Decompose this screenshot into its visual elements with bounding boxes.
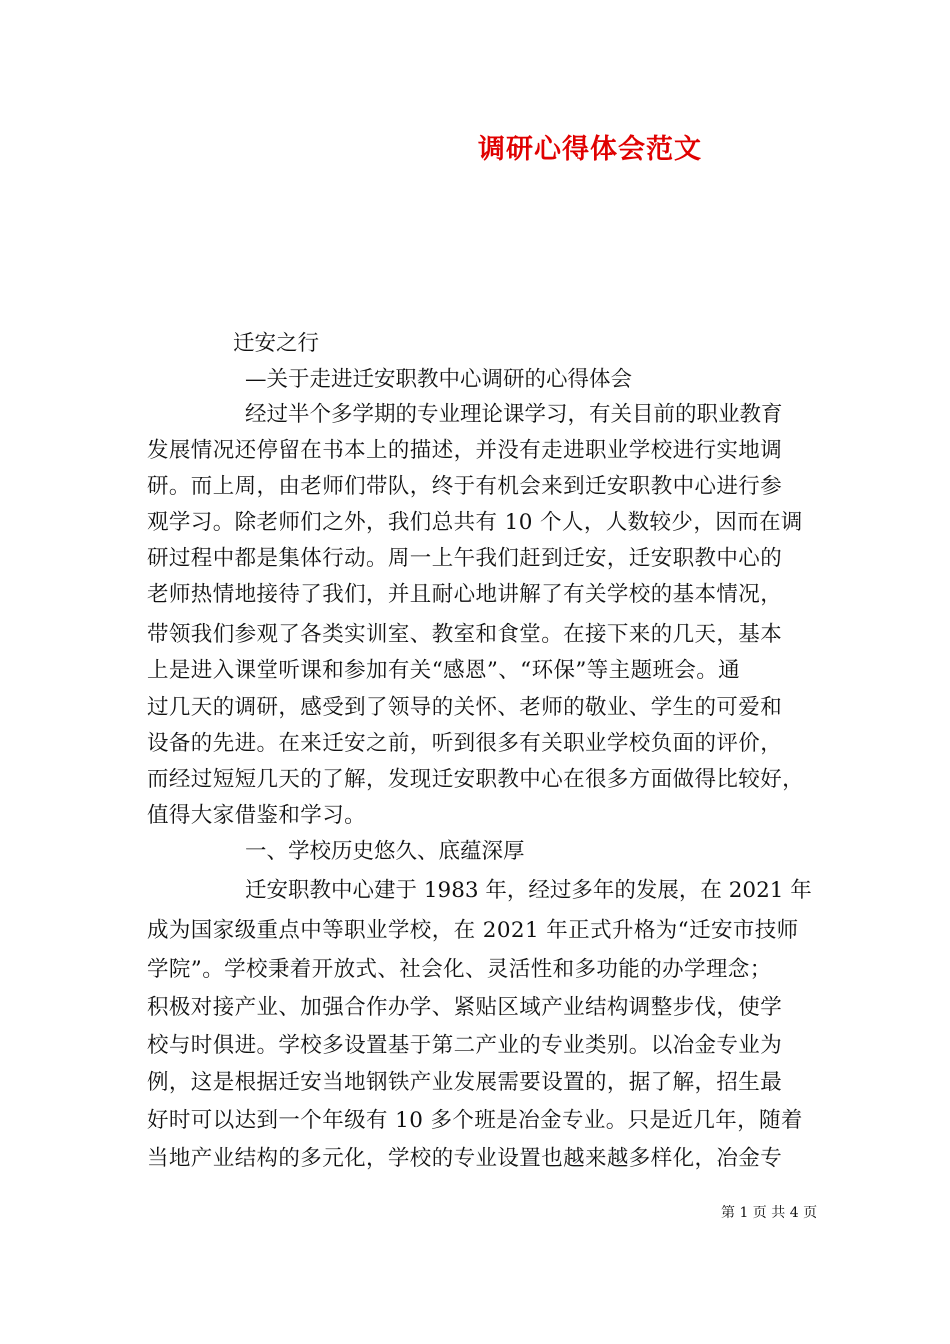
section-heading: 一、学校历史悠久、底蕴深厚 (245, 839, 525, 864)
paragraph-line: 积极对接产业、加强合作办学、紧贴区域产业结构调整步伐，使学 (147, 995, 783, 1020)
paragraph-line: 带领我们参观了各类实训室、教室和食堂。在接下来的几天，基本 (147, 622, 783, 647)
paragraph-line: 好时可以达到一个年级有 10 多个班是冶金专业。只是近几年，随着 (147, 1108, 803, 1133)
paragraph-line: 经过半个多学期的专业理论课学习，有关目前的职业教育 (245, 402, 783, 427)
heading: 迁安之行 (233, 331, 320, 356)
page-number: 第 1 页 共 4 页 (721, 1205, 818, 1221)
paragraph-line: 值得大家借鉴和学习。 (147, 803, 367, 828)
document-title: 调研心得体会范文 (478, 134, 702, 165)
paragraph-line: 过几天的调研，感受到了领导的关怀、老师的敬业、学生的可爱和 (147, 695, 783, 720)
paragraph-line: 老师热情地接待了我们，并且耐心地讲解了有关学校的基本情况， (147, 582, 783, 607)
paragraph-line: 当地产业结构的多元化，学校的专业设置也越来越多样化，冶金专 (147, 1146, 783, 1171)
paragraph-line: 研过程中都是集体行动。周一上午我们赶到迁安，迁安职教中心的 (147, 546, 783, 571)
paragraph-line: 例，这是根据迁安当地钢铁产业发展需要设置的，据了解，招生最 (147, 1070, 783, 1095)
paragraph-line: 而经过短短几天的了解，发现迁安职教中心在很多方面做得比较好， (147, 767, 805, 792)
paragraph-line: 校与时俱进。学校多设置基于第二产业的专业类别。以冶金专业为 (147, 1033, 783, 1058)
paragraph-line: 迁安职教中心建于 1983 年，经过多年的发展，在 2021 年 (245, 878, 812, 903)
paragraph-line: 发展情况还停留在书本上的描述，并没有走进职业学校进行实地调 (147, 438, 783, 463)
paragraph-line: 观学习。除老师们之外，我们总共有 10 个人，人数较少，因而在调 (147, 510, 803, 535)
paragraph-line: 研。而上周，由老师们带队，终于有机会来到迁安职教中心进行参 (147, 474, 783, 499)
paragraph-line: 设备的先进。在来迁安之前，听到很多有关职业学校负面的评价， (147, 731, 783, 756)
subheading: —关于走进迁安职教中心调研的心得体会 (245, 367, 633, 392)
paragraph-line: 学院”。学校秉着开放式、社会化、灵活性和多功能的办学理念； (147, 957, 772, 982)
paragraph-line: 上是进入课堂听课和参加有关“感恩”、“环保”等主题班会。通 (147, 658, 741, 683)
paragraph-line: 成为国家级重点中等职业学校，在 2021 年正式升格为“迁安市技师 (147, 918, 799, 943)
